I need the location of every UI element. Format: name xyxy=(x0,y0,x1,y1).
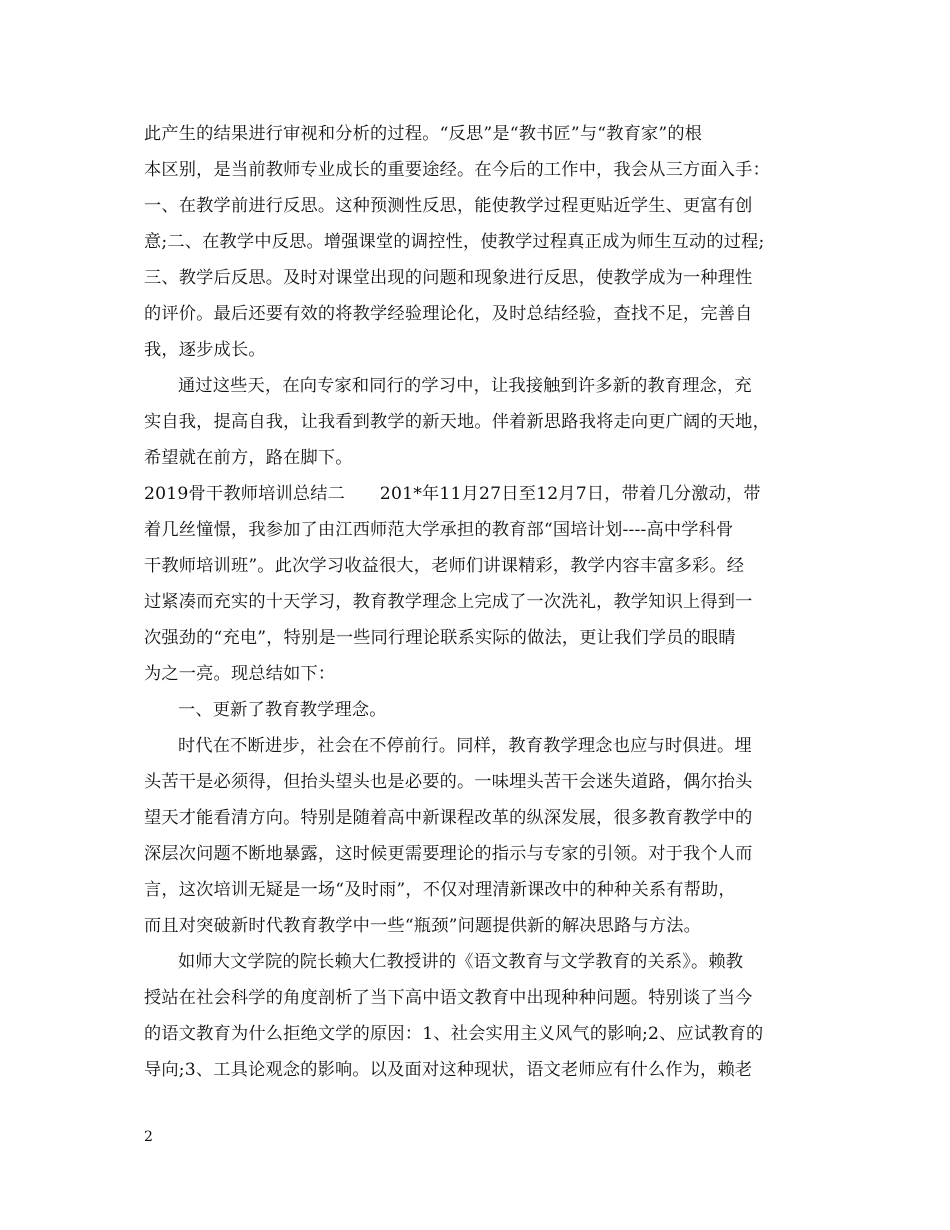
text-line: 的评价。最后还要有效的将教学经验理论化，及时总结经验，查找不足，完善自 xyxy=(144,304,753,324)
heading-line: 一、更新了教育教学理念。 xyxy=(178,700,387,720)
text-line: 着几丝憧憬，我参加了由江西师范大学承担的教育部“国培计划----高中学科骨 xyxy=(144,520,734,540)
text-line: 望天才能看清方向。特别是随着高中新课程改革的纵深发展，很多教育教学中的 xyxy=(144,808,753,828)
text-line: 时代在不断进步，社会在不停前行。同样，教育教学理念也应与时俱进。埋 xyxy=(178,736,752,756)
text-line: 过紧凑而充实的十天学习，教育教学理念上完成了一次洗礼，教学知识上得到一 xyxy=(144,592,753,612)
text-line: 深层次问题不断地暴露，这时候更需要理论的指示与专家的引领。对于我个人而 xyxy=(144,844,753,864)
page-number: 2 xyxy=(144,1129,153,1145)
text-line: 导向;3、工具论观念的影响。以及面对这种现状，语文老师应有什么作为，赖老 xyxy=(144,1060,753,1080)
text-line: 而且对突破新时代教育教学中一些“瓶颈”问题提供新的解决思路与方法。 xyxy=(144,916,701,936)
text-line: 的语文教育为什么拒绝文学的原因：1、社会实用主义风气的影响;2、应试教育的 xyxy=(144,1024,764,1044)
text-line: 授站在社会科学的角度剖析了当下高中语文教育中出现种种问题。特别谈了当今 xyxy=(144,988,753,1008)
text-line: 次强劲的“充电”，特别是一些同行理论联系实际的做法，更让我们学员的眼睛 xyxy=(144,628,736,648)
text-line: 本区别，是当前教师专业成长的重要途经。在今后的工作中，我会从三方面入手： xyxy=(144,160,770,180)
text-line: 头苦干是必须得，但抬头望头也是必要的。一味埋头苦干会迷失道路，偶尔抬头 xyxy=(144,772,753,792)
text-line: 希望就在前方，路在脚下。 xyxy=(144,448,353,468)
text-line: 言，这次培训无疑是一场“及时雨”，不仅对理清新课改中的种种关系有帮助， xyxy=(144,880,736,900)
text-line: 如师大文学院的院长赖大仁教授讲的《语文教育与文学教育的关系》。赖教 xyxy=(178,952,744,972)
text-line: 我，逐步成长。 xyxy=(144,340,266,360)
text-line: 通过这些天，在向专家和同行的学习中，让我接触到许多新的教育理念，充 xyxy=(178,376,752,396)
text-line: 一、在教学前进行反思。这种预测性反思，能使教学过程更贴近学生、更富有创 xyxy=(144,196,753,216)
text-line: 干教师培训班”。此次学习收益很大，老师们讲课精彩，教学内容丰富多彩。经 xyxy=(144,556,745,576)
section-title-line: 2019骨干教师培训总结二 201*年11月27日至12月7日，带着几分激动，带 xyxy=(144,484,761,504)
text-line: 此产生的结果进行审视和分析的过程。“反思”是“教书匠”与“教育家”的根 xyxy=(144,124,703,144)
text-line: 为之一亮。现总结如下： xyxy=(144,664,336,684)
text-line: 三、教学后反思。及时对课堂出现的问题和现象进行反思，使教学成为一种理性 xyxy=(144,268,753,288)
text-line: 意;二、在教学中反思。增强课堂的调控性，使教学过程真正成为师生互动的过程; xyxy=(144,232,765,252)
text-line: 实自我，提高自我，让我看到教学的新天地。伴着新思路我将走向更广阔的天地， xyxy=(144,412,770,432)
